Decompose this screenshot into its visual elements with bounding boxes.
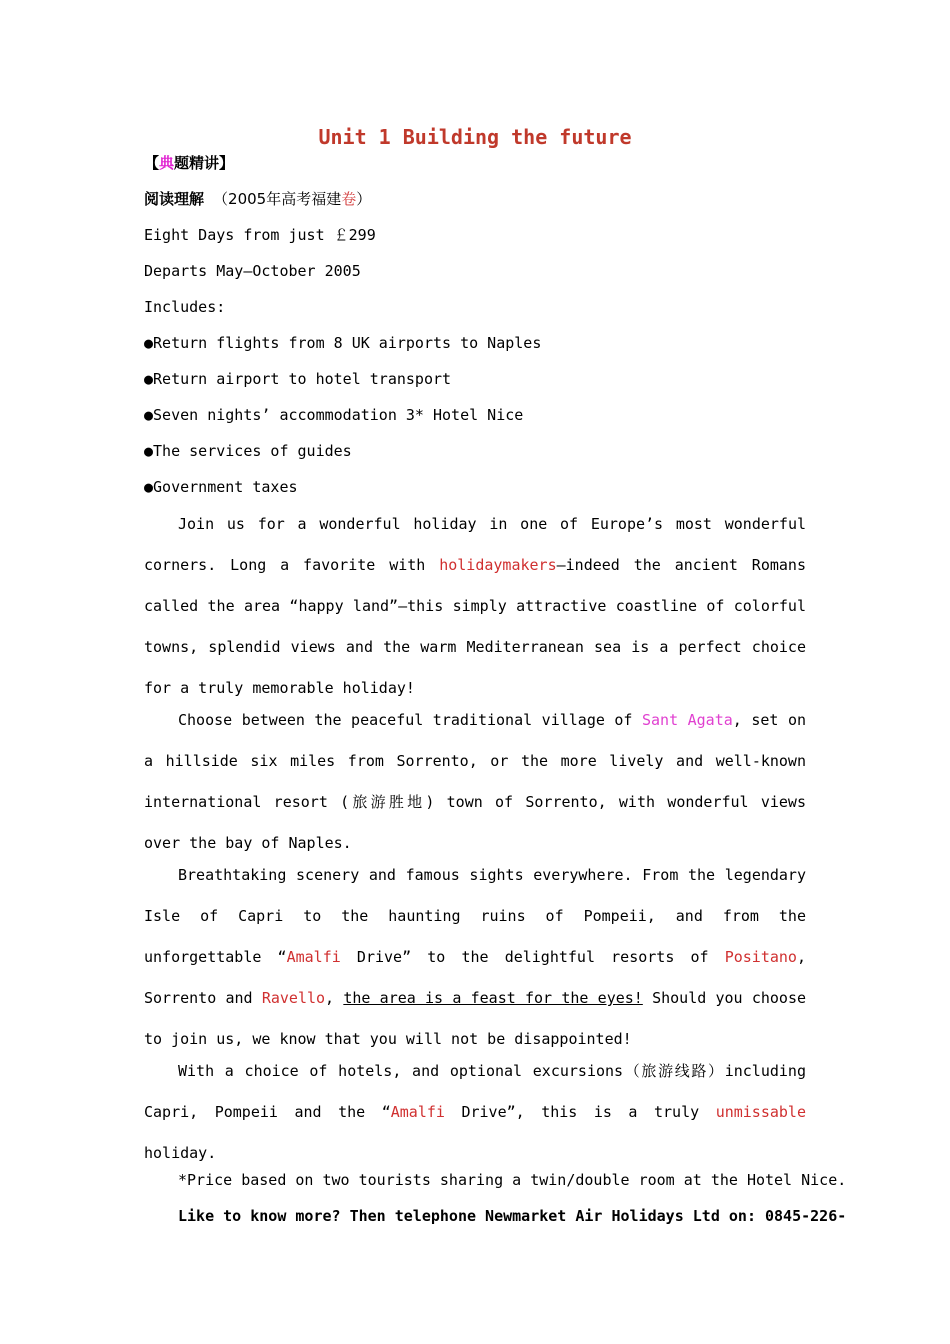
reading-heading bbox=[144, 188, 806, 224]
highlight-word: Amalfi bbox=[286, 948, 341, 966]
chinese-gloss: 旅游线路 bbox=[641, 1062, 709, 1080]
text: ) town of Sorrento, with wonderful views over the bay of Naples. bbox=[144, 793, 806, 852]
highlight-word: Positano bbox=[724, 948, 797, 966]
highlight-word: Amalfi bbox=[390, 1103, 445, 1121]
page-title: Unit 1 Building the future bbox=[318, 125, 632, 149]
section-heading bbox=[144, 152, 806, 188]
ad-headline: Eight Days from just ￡299 bbox=[144, 226, 376, 244]
text: , bbox=[325, 989, 344, 1007]
highlight-word: Ravello bbox=[261, 989, 326, 1007]
section-heading-text: 题精讲 bbox=[174, 154, 220, 172]
document-page bbox=[144, 122, 847, 1227]
ad-departs: Departs May—October 2005 bbox=[144, 262, 361, 280]
highlight-word: unmissable bbox=[715, 1103, 806, 1121]
text: Should you choose to join us, we know that you will not be disappointed! bbox=[144, 989, 807, 1048]
text: With a choice of hotels, and optional excursions（ bbox=[178, 1062, 642, 1080]
contact-line: Like to know more? Then telephone Newmarket Air Holidays Ltd on: 0845-226- bbox=[178, 1207, 847, 1225]
paragraph-2 bbox=[144, 700, 806, 864]
bullet-item: ●The services of guides bbox=[144, 442, 352, 460]
text: , Sorrento and bbox=[144, 948, 806, 1007]
paragraph-1 bbox=[144, 504, 806, 709]
reading-source-highlight: 卷 bbox=[341, 190, 357, 208]
highlight-word: holidaymakers bbox=[439, 556, 557, 574]
chinese-gloss: 旅游胜地 bbox=[349, 793, 426, 811]
text: —indeed the ancient Romans called the area “happy land”—this simply attractive coastline of colorful towns, splendid views and the warm Mediterranean sea is a perfect choice for a truly memorable holiday! bbox=[144, 556, 806, 697]
text: Drive”, this is a truly bbox=[444, 1103, 716, 1121]
reading-label: 阅读理解 bbox=[144, 190, 205, 208]
text: ）including Capri, Pompeii and the “ bbox=[144, 1062, 806, 1121]
text: Breathtaking scenery and famous sights everywhere. From the legendary Isle of Capri to the haunting ruins of Pompeii, and from the unforgettable “ bbox=[144, 866, 806, 966]
paragraph-4 bbox=[144, 1051, 806, 1174]
bracket-close: 】 bbox=[219, 154, 235, 172]
reading-source-close: ） bbox=[356, 190, 372, 208]
text: Choose between the peaceful traditional village of bbox=[178, 711, 642, 729]
text: , set on a hillside six miles from Sorrento, or the more lively and well-known international resort ( bbox=[144, 711, 806, 811]
price-note: *Price based on two tourists sharing a twin/double room at the Hotel Nice. bbox=[178, 1171, 847, 1189]
bullet-item: ●Return flights from 8 UK airports to Naples bbox=[144, 334, 542, 352]
bullet-item: ●Seven nights’ accommodation 3* Hotel Nice bbox=[144, 406, 524, 424]
section-heading-highlight: 典 bbox=[159, 154, 175, 172]
paragraph-3 bbox=[144, 855, 806, 1060]
underlined-phrase: the area is a feast for the eyes! bbox=[343, 989, 643, 1007]
highlight-word: Sant Agata bbox=[641, 711, 733, 729]
bracket-open: 【 bbox=[144, 154, 160, 172]
text: Join us for a wonderful holiday in one of Europe’s most wonderful corners. Long a favorite with bbox=[144, 515, 806, 574]
bullet-item: ●Government taxes bbox=[144, 478, 298, 496]
bullet-item: ●Return airport to hotel transport bbox=[144, 370, 452, 388]
ad-includes-label: Includes: bbox=[144, 298, 226, 316]
reading-source: （2005年高考福建 bbox=[213, 190, 342, 208]
text: holiday. bbox=[144, 1144, 217, 1162]
text: Drive” to the delightful resorts of bbox=[340, 948, 725, 966]
